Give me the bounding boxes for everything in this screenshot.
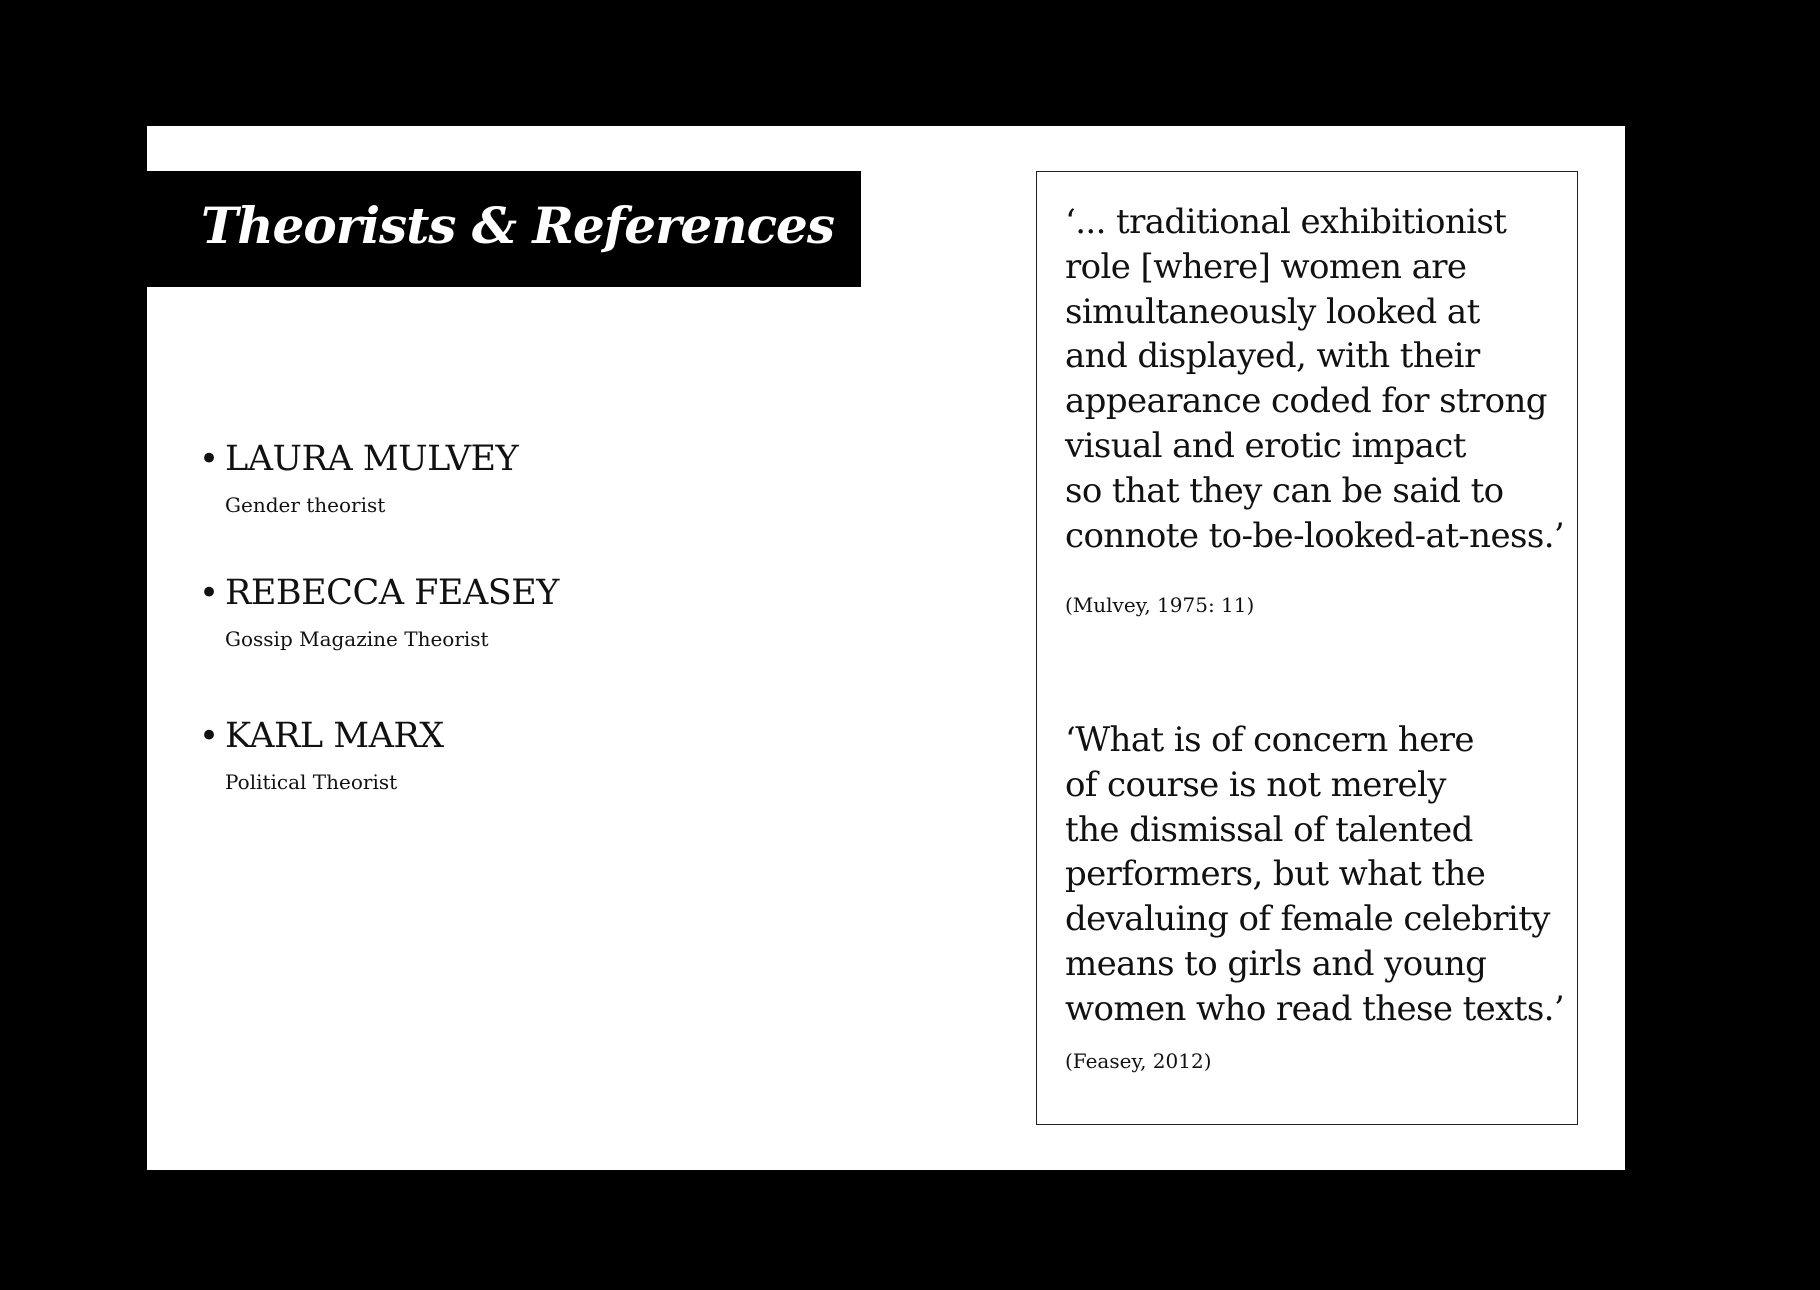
quote-feasey: ‘What is of concern here of course is not merely the dismissal of talented performers, but what the devaluing of female celebrity means to girls and young women who read these texts.’ — [1065, 720, 1565, 1029]
quote-panel — [1036, 171, 1578, 1125]
bullet-icon: • — [199, 439, 220, 479]
theorist-name: KARL MARX — [225, 716, 444, 756]
slide-title: Theorists & References — [201, 196, 835, 255]
quote-mulvey: ‘... traditional exhibitionist role [where] women are simultaneously looked at and displayed, with their appearance coded for strong visual and erotic impact so that they can be said to connote to-be-looked-at-ness.’ — [1065, 202, 1565, 556]
bullet-icon: • — [199, 573, 220, 613]
theorist-role: Gossip Magazine Theorist — [225, 627, 489, 651]
theorist-role: Political Theorist — [225, 770, 398, 794]
citation-mulvey: (Mulvey, 1975: 11) — [1065, 593, 1255, 617]
theorist-name: REBECCA FEASEY — [225, 573, 559, 613]
bullet-icon: • — [199, 716, 220, 756]
theorist-name: LAURA MULVEY — [225, 439, 519, 479]
theorist-list — [147, 126, 847, 1170]
theorist-role: Gender theorist — [225, 493, 386, 517]
citation-feasey: (Feasey, 2012) — [1065, 1049, 1212, 1073]
slide — [147, 126, 1625, 1170]
